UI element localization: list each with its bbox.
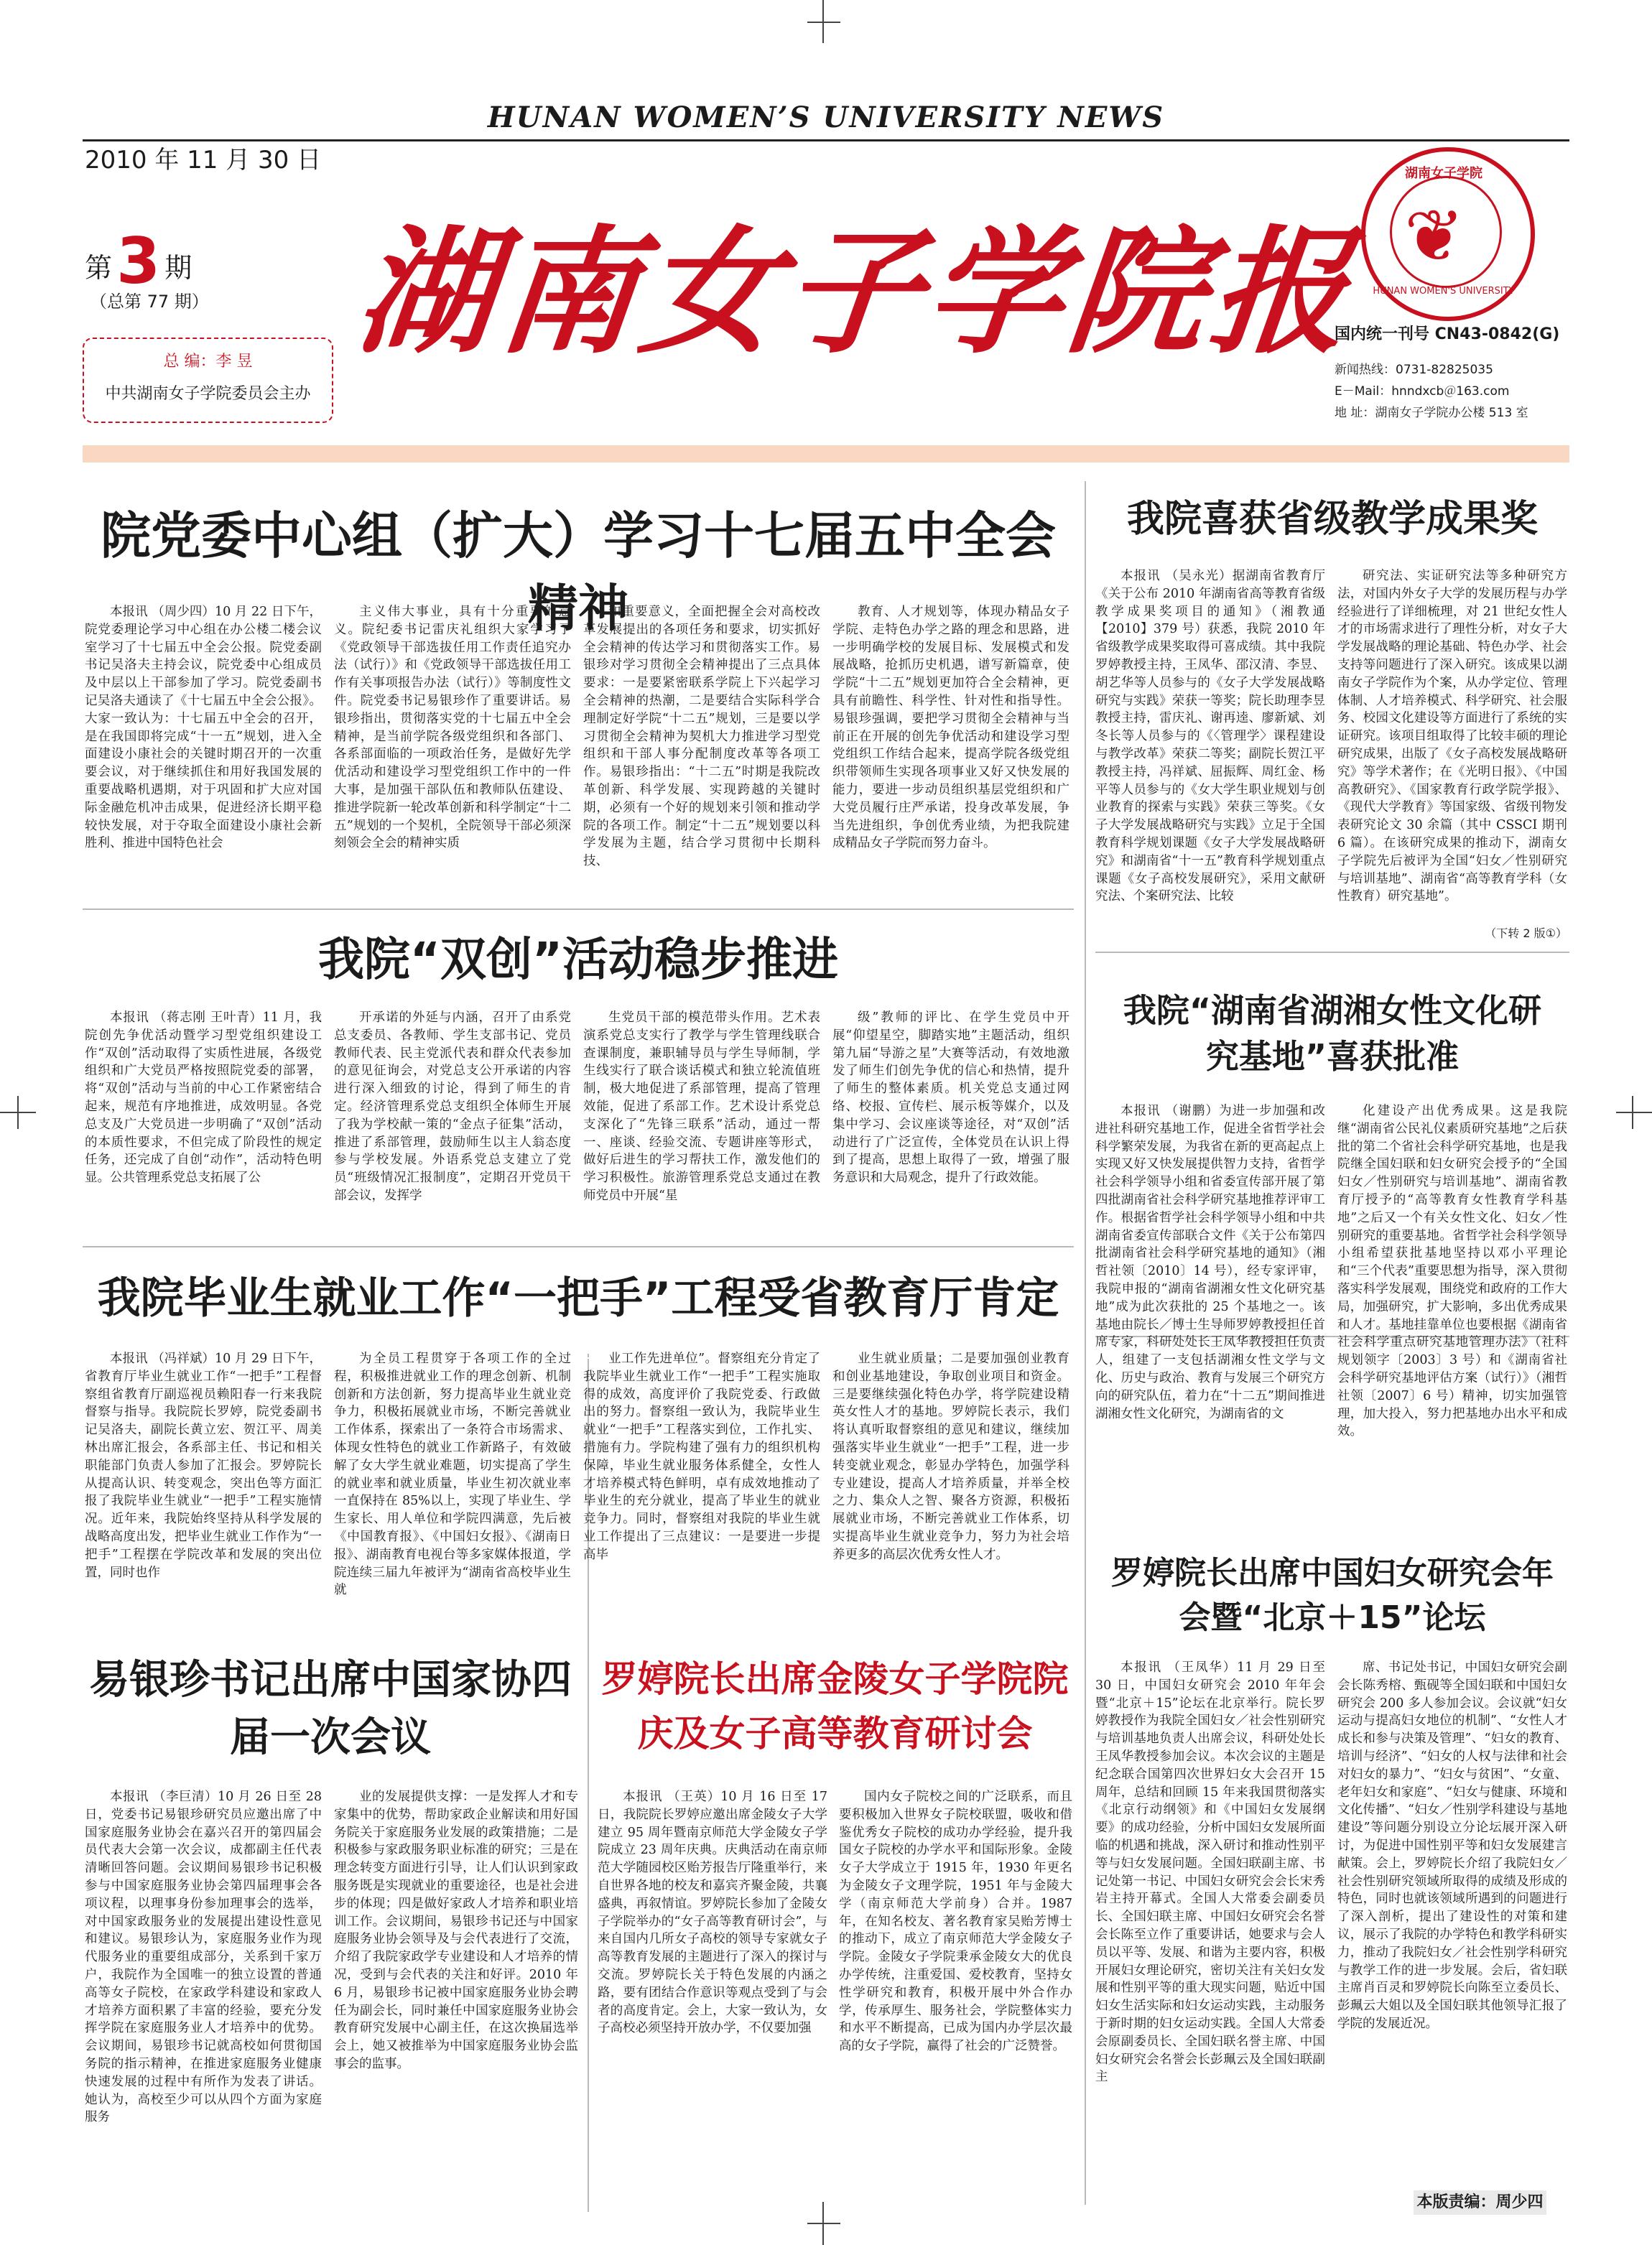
article-a1-col3 [583,603,820,891]
headline-a6: 罗婷院长出席中国妇女研究会年会暨“北京＋15”论坛 [1111,1555,1554,1636]
article-a3-col1 [85,1009,322,1235]
article-text: 研究法、实证研究法等多种研究方法，对国内外女子大学的发展历程与办学经验进行了详细梳理，对 21 世纪女性人才的市场需求进行了理性分析，对女子大学发展战略的理论基础、特色办学、社会支持等问题进行了深入研究。该成果以湖南女子学院作为个案，从办学定位、管理体制、人才培养模式、科学研究、社会服务、校园文化建设等方面进行了系统的实证研究。该项目组取得了比较丰硕的理论研究成果，出版了《女子高校发展战略研究》等学术著作；在《光明日报》、《中国高教研究》、《国家教育行政学院学报》、《现代大学教育》等国家级、省级刊物发表研究论文 30 余篇（其中 CSSCI 期刊 6 篇）。在该研究成果的推动下，湖南女子学院先后被评为全国“妇女／性别研究与培训基地”、湖南省“高等教育学科（女性教育）研究基地”。 [1337,569,1567,904]
article-a8-col1 [598,1788,827,2212]
article-text: 化建设产出优秀成果。这是我院继“湖南省公民礼仪素质研究基地”之后获批的第二个省社会科学研究基地，也是我院继全国妇联和妇女研究会授予的“全国妇女／性别研究与培训基地”、湖南省教育厅授予的“高等教育女性教育学科基地”之后又一个有关女性文化、妇女／性别研究的重要基地。省哲学社会科学领导小组希望获批基地坚持以邓小平理论和“三个代表”重要思想为指导，深入贯彻落实科学发展观，围绕党和政府的工作大局，加强研究，扩大影响，多出优秀成果和人才。基地挂靠单位也要根据《湖南省社会科学重点研究基地管理办法》（社科规划领字〔2003〕3 号）和《湖南省社会科学研究基地评估方案（试行）》（湘哲社领〔2007〕6 号）精神，切实加强管理，加大投入，努力把基地办出水平和成效。 [1337,1104,1567,1439]
article-text: 本报讯 （冯祥斌）10 月 29 日下午，省教育厅毕业生就业工作“一把手”工程督察组省教育厅副巡视员赖阳春一行来我院督察与指导。我院院长罗婷，院党委副书记吴洛夫，副院长黄立宏、贺江平、周美林出席汇报会，各系部主任、书记和相关职能部门负责人参加了汇报会。罗婷院长从提高认识、转变观念，突出色等方面汇报了我院毕业生就业“一把手”工程实施情况。近年来，我院始终坚持从科学发展的战略高度出发，把毕业生就业工作作为“一把手”工程摆在学院改革和发展的突出位置，同时也作 [85,1352,322,1580]
article-a2-col2 [1337,567,1567,923]
headline-a2: 我院喜获省级教学成果奖 [1126,498,1538,541]
headline-a7: 易银珍书记出席中国家协四届一次会议 [89,1657,572,1761]
article-a5-col4 [832,1350,1069,1623]
masthead-band [83,445,1569,463]
article-text: 国内女子院校之间的广泛联系，而且要积极加入世界女子院校联盟，吸收和借鉴优秀女子院校的成功办学经验，提升我国女子院校的办学水平和国际形象。金陵女子大学成立于 1915 年，1930 年更名为金陵女子文理学院，1951 年与金陵大学（南京师范大学前身）合并。1987 年，在知名校友、著名教育家吴贻芳博士的推动下，成立了南京师范大学金陵女子学院。金陵女子学院秉承金陵女大的优良办学传统，注重爱国、爱校教育，坚持女性学研究和教育，积极开展中外合作办学，传承厚生、服务社会，学院整体实力和水平不断提高，已成为国内办学层次最高的女子学院，赢得了社会的广泛赞誉。 [839,1790,1072,2054]
responsible-editor: 本版责编：周少四 [1414,2190,1546,2215]
article-text: 本报讯 （吴永光）据湖南省教育厅《关于公布 2010 年湖南省高等教育省级教学成果奖项目的通知》（湘教通【2010】379 号）获悉，我院 2010 年省级教学成果奖取得可喜成绩。其中我院罗婷教授主持，王凤华、邵汉清、李昱、胡艺华等人员参与的《女子大学发展战略研究与实践》荣获一等奖；院长助理李昱教授主持，雷庆礼、谢再逵、廖新斌、刘冬长等人员参与的《〈管理学〉课程建设与教学改革》荣获二等奖；副院长贺江平教授主持，冯祥斌、屈振辉、周红金、杨平等人员参与的《女大学生职业规划与创业教育的探索与实践》荣获三等奖。《女子大学发展战略研究与实践》立足于全国教育科学规划课题《女子大学发展战略研究》和湖南省“十一五”教育科学规划重点课题《女子高校发展研究》，采用文献研究法、个案研究法、比较 [1095,569,1325,904]
headline-a5: 我院毕业生就业工作“一把手”工程受省教育厅肯定 [97,1273,1059,1324]
article-text: 业的发展提供支撑：一是发挥人才和专家集中的优势，帮助家政企业解读和用好国务院关于家庭服务业发展的政策措施；二是积极参与家政服务职业标准的研究；三是在理念转变方面进行引导，让人们认识到家政服务既是实现就业的重要途径，也是社会进步的体现；四是做好家政人才培养和职业培训工作。会议期间，易银珍书记还与中国家庭服务业协会领导及与会代表进行了交流，介绍了我院家政学专业建设和人才培养的情况，受到与会代表的关注和好评。2010 年 6 月，易银珍书记被中国家庭服务业协会聘任为副会长，同时兼任中国家庭服务业协会教育研究发展中心副主任，在这次换届选举会上，她又被推举为中国家庭服务业协会监事会的监事。 [334,1790,578,2071]
article-text: 本报讯 （王凤华）11 月 29 日至 30 日，中国妇女研究会 2010 年年会暨“北京＋15”论坛在北京举行。院长罗婷教授作为我院全国妇女／社会性别研究与培训基地负责人出席会议，科研处处长王凤华教授参加会议。本次会议的主题是纪念联合国第四次世界妇女大会召开 15 周年，总结和回顾 15 年来我国贯彻落实《北京行动纲领》和《中国妇女发展纲要》的成功经验，分析中国妇女发展所面临的机遇和挑战，深入研讨和推动性别平等与妇女发展问题。全国妇联副主席、书记处第一书记、中国妇女研究会会长宋秀岩主持开幕式。全国人大常委会副委员长、全国妇联主席、中国妇女研究会名誉会长陈至立作了重要讲话，她要求与会人员以平等、发展、和谐为主要内容，积极开展妇女理论研究，密切关注有关妇女发展和性别平等的重大现实问题，贴近中国妇女生活实际和妇女运动实践，主动服务于新时期的妇女运动实践。全国人大常委会原副委员长、全国妇联名誉主席、中国妇女研究会名誉会长彭珮云及全国妇联副主 [1095,1660,1325,2085]
crop-mark [807,22,840,23]
article-a7-col1 [85,1788,322,2212]
article-a6-col2 [1337,1659,1567,2183]
article-a5-col2 [334,1350,571,1623]
newspaper-title: 湖南女子学院报 [349,212,1363,372]
article-a5-col3 [583,1350,820,1623]
article-a1-col1 [85,603,322,891]
article-a7-col2 [334,1788,578,2212]
heart-icon: ❦ [1404,194,1465,278]
editor-box [83,338,333,423]
crop-mark [1632,1096,1633,1129]
sponsor: 中共湖南女子学院委员会主办 [105,385,311,403]
address: 地 址：湖南女子学院办公楼 513 室 [1335,406,1528,420]
article-text: 本报讯 （蒋志刚 王叶青）11 月，我院创先争优活动暨学习型党组织建设工作“双创”活动取得了实质性进展，各级党组织和广大党员严格按照院党委的部署，将“双创”活动与当前的中心工作紧密结合起来，规范有序地推进，成效明显。各党总支及广大党员进一步明确了“双创”活动的本质性要求，不但完成了阶段性的规定任务，还完成了自创“动作”，活动特色明显。公共管理系党总支拓展了公 [85,1010,322,1186]
section-divider [1095,952,1569,953]
issue-num: 3 [116,224,161,298]
logo-text: 湖南女子学院 [1405,166,1482,181]
article-text: 业生就业质量；二是要加强创业教育和创业基地建设，争取创业项目和资金。三是要继续强化特色办学，将学院建设精英女性人才的基地。罗婷院长表示，我们将认真听取督察组的意见和建议，继续加强落实毕业生就业“一把手”工程，进一步转变就业观念，彰显办学特色，加强学科专业建设，提高人才培养质量，并举全校之力、集众人之智、聚各方资源，积极拓展就业市场，不断完善就业工作体系，切实提高毕业生就业竞争力，努力为社会培养更多的高层次优秀女性人才。 [832,1352,1069,1562]
article-a1-col2 [334,603,571,891]
article-a3-col4 [832,1009,1069,1235]
article-text: 本报讯 （李巨清）10 月 26 日至 28 日，党委书记易银珍研究员应邀出席了中国家庭服务业协会在嘉兴召开的第四届会员代表大会第一次会议，成都副主任代表清晰回答问题。会议期间易银珍书记积极参与中国家庭服务业协会第四届理事会各项议程，以理事身份参加理事会的选举，对中国家政服务业的发展提出建设性意见和建议。易银珍认为，家庭服务业作为现代服务业的重要组成部分，关系到千家万户，我院作为全国唯一的独立设置的普通高等女子院校，在家政学科建设和家政人才培养方面积累了丰富的经验，要充分发挥学院在家庭服务业人才培养中的优势。会议期间，易银珍书记就高校如何贯彻国务院的指示精神，在推进家庭服务业健康快速发展的过程中有所作为发表了讲话。她认为，高校至少可以从四个方面为家庭服务 [85,1790,322,2125]
article-text: 本报讯 （王英）10 月 16 日至 17 日，我院院长罗婷应邀出席金陵女子大学建立 95 周年暨南京师范大学金陵女子学院成立 23 周年庆典。庆典活动在南京师范大学随园校区贻芳报告厅隆重举行，来自世界各地的校友和嘉宾齐聚金陵，共襄盛典，再叙情谊。罗婷院长参加了金陵女子学院举办的“女子高等教育研讨会”，与来自国内几所女子高校的领导专家就女子高等教育发展的主题进行了深入的探讨与交流。罗婷院长关于特色发展的内涵之路，要有团结合作意识等观点受到了与会者的高度肯定。会上，大家一致认为，女子高校必须坚持开放办学，不仅要加强 [598,1790,827,2036]
article-text: 业工作先进单位”。督察组充分肯定了我院毕业生就业工作“一把手”工程实施取得的成效，高度评价了我院党委、行政做出的努力。督察组一致认为，我院毕业生就业“一把手”工程落实到位，工作扎实、措施有力。学院构建了强有力的组织机构保障，毕业生就业服务体系健全，女性人才培养模式特色鲜明，卓有成效地推动了毕业生的充分就业，提高了毕业生的就业竞争力。同时，督察组对我院的毕业生就业工作提出了三点建议：一是要进一步提高毕 [583,1352,820,1562]
article-a4-col2 [1337,1102,1567,1439]
crop-mark [1616,1112,1652,1113]
article-a4-col1 [1095,1102,1325,1421]
issn: 国内统一刊号 CN43-0842(G) [1335,325,1560,343]
article-text: 生党员干部的模范带头作用。艺术表演系党总支实行了教学与学生管理线联合查课制度，兼职辅导员与学生导师制，学生线实行了联合谈话模式和独立轮流值班制，极大地促进了系部管理，提高了管理效能，促进了系部工作。艺术设计系党总支深化了“先锋三联系”活动，通过一帮一、座谈、经验交流、专题讲座等形式，做好后进生的学习帮扶工作，激发他们的学习积极性。旅游管理系党总支通过在教师党员中开展“星 [583,1010,820,1203]
article-a2-col1 [1095,567,1325,941]
article-a3-col3 [583,1009,820,1235]
article-text: 开承诺的外延与内涵，召开了由系党总支委员、各教师、学生支部书记、党员教师代表、民主党派代表和群众代表参加的意见征询会，对党总支公开承诺的内容进行深入细致的讨论，得到了师生的肯定。经济管理系党总支组织全体师生开展了我为学校献一策的“金点子征集”活动，推进了系部管理，鼓励师生以主人翁态度参与学校发展。外语系党总支建立了党员“班级情况汇报制度”，定期召开党员干部会议，发挥学 [334,1010,571,1203]
article-a8-col2 [839,1788,1072,2212]
column-divider [1085,481,1086,2205]
article-text: 本报讯 （谢鹏）为进一步加强和改进社科研究基地工作，促进全省哲学社会科学繁荣发展，为我省在新的更高起点上实现又好又快发展提供智力支持，省哲学社会科学领导小组和省委宣传部开展了第四批湖南省社会科学研究基地推荐评审工作。根据省哲学社会科学领导小组和中共湖南省委宣传部联合文件《关于公布第四批湖南省社会科学研究基地的通知》（湘哲社领〔2010〕14 号），经专家评审，我院申报的“湖南省湖湘女性文化研究基地”成为此次获批的 25 个基地之一。该基地由院长／博士生导师罗婷教授担任首席专家，科研处处长王凤华教授担任负责人，组建了一支包括湖湘女性文学与文化、历史与政治、教育与发展三个研究方向的研究队伍，着力在“十二五”期间推进湖湘女性文化研究，为湖南省的文 [1095,1104,1325,1421]
crop-mark [17,1096,19,1129]
headline-a4: 我院“湖南省湖湘女性文化研究基地”喜获批准 [1123,991,1542,1076]
article-text: 主义伟大事业，具有十分重要的意义。院纪委书记雷庆礼组织大家学习了《党政领导干部选拔任用工作责任追究办法（试行）》和《党政领导干部选拔任用工作有关事项报告办法（试行）》等制度性文件。院党委书记易银珍作了重要讲话。易银珍指出，贯彻落实党的十七届五中全会精神，是当前学院各级党组织和各部门、各系部面临的一项政治任务，是做好先学优活动和建设学习型党组织工作中的一件大事，是加强干部队伍和教师队伍建设、推进学院新一轮改革创新和科学制定“十二五”规划的一个契机，全院领导干部必须深刻领会全会的精神实质 [334,605,571,851]
headline-a3: 我院“双创”活动稳步推进 [317,934,839,987]
article-text: 席、书记处书记，中国妇女研究会副会长陈秀榕、甄砚等全国妇联和中国妇女研究会 200 多人参加会议。会议就“妇女运动与提高妇女地位的机制”、“女性人才成长和参与决策及管理”、“妇女的教育、培训与经济”、“妇女的人权与法律和社会对妇女的暴力”、“妇女与贫困”、“女童、老年妇女和家庭”、“妇女与健康、环境和文化传播”、“妇女／性别学科建设与基地建设”等问题分别设立分论坛展开深入研讨，为促进中国性别平等和妇女发展建言献策。会上，罗婷院长介绍了我院妇女／社会性别研究领域所取得的成绩及形成的特色，同时也就该领域所遇到的问题进行了深入剖析，提出了建设性的对策和建议，展示了我院的办学特色和教学科研实力，推动了我院妇女／社会性别学科研究与教学工作的进一步发展。会后，省妇联主席肖百灵和罗婷院长向陈至立委员长、彭珮云大姐以及全国妇联其他领导汇报了学院的发展近况。 [1337,1660,1567,2031]
article-text: 本报讯 （周少四）10 月 22 日下午，院党委理论学习中心组在办公楼二楼会议室学习了十七届五中全会公报。院党委副书记吴洛夫主持会议，院党委中心组成员及中层以上干部参加了学习。院党委副书记吴洛夫通读了《十七届五中全会公报》。大家一致认为：十七届五中全会的召开，是在我国即将完成“十一五”规划，进入全面建设小康社会的关键时期召开的一次重要会议，对于继续抓住和用好我国发展的重要战略机遇期，对于巩固和扩大应对国际金融危机冲击成果，促进经济长期平稳较快发展，对于夺取全面建设小康社会新胜利、推进中国特色社会 [85,605,322,851]
headline-a1: 院党委中心组（扩大）学习十七届五中全会精神 [101,506,1056,638]
issue-date: 2010 年 11 月 30 日 [85,146,322,175]
section-divider [83,908,1074,910]
issue-suffix: 期 [164,252,192,284]
continued-note: （下转 2 版①） [1485,926,1567,940]
logo-english: HUNAN WOMEN'S UNIVERSITY [1373,286,1515,297]
issue-total: （总第 77 期） [90,292,209,312]
hotline: 新闻热线：0731-82825035 [1335,363,1493,377]
article-text: 和重要意义，全面把握全会对高校改革发展提出的各项任务和要求，切实抓好全会精神的传达学习和贯彻落实工作。易银珍对学习贯彻全会精神提出了三点具体要求：一是要紧密联系学院上下兴起学习全会精神的热潮，二是要结合实际科学合理制定好学院“十二五”规划，三是要以学习贯彻全会精神为契机大力推进学习型党组织和干部人事分配制度改革等各项工作。易银珍指出：“十二五”时期是我院改革创新、科学发展、实现跨越的关键时期，必须有一个好的规划来引领和推动学院的各项工作。制定“十二五”规划要以科学发展为主题，结合学习贯彻中长期科技、 [583,605,820,869]
crop-mark [807,2223,840,2224]
article-a1-col4 [832,603,1069,891]
editor-name: 总 编：李 昱 [163,353,253,371]
article-a5-col1 [85,1350,322,1623]
email: E－Mail：hnndxcb＠163.com [1335,384,1510,399]
issue-prefix: 第 [85,252,113,284]
english-name: HUNAN WOMEN’S UNIVERSITY NEWS [487,101,1165,134]
article-a3-col2 [334,1009,571,1235]
section-divider [83,1246,1074,1247]
article-text: 教育、人才规划等，体现办精品女子学院、走特色办学之路的理念和思路，进一步明确学校的发展目标、发展模式和发展战略，抢抓历史机遇，谱写新篇章，使学院“十二五”规划更加符合全会精神，更具有前瞻性、科学性、针对性和指导性。易银珍强调，要把学习贯彻全会精神与当前正在开展的创先争优活动和建设学习型党组织工作结合起来，提高学院各级党组织带领师生实现各项事业又好又快发展的能力，要进一步动员组织基层党组织和广大党员履行庄严承诺，投身改革发展，争当先进组织，争创优秀业绩，为把我院建成精品女子学院而努力奋斗。 [832,605,1069,851]
article-a6-col1 [1095,1659,1325,2212]
headline-a8: 罗婷院长出席金陵女子学院院庆及女子高等教育研讨会 [601,1658,1069,1754]
article-text: 级”教师的评比、在学生党员中开展“仰望星空，脚踏实地”主题活动，组织第九届“导游之星”大赛等活动，有效地激发了师生们创先争优的信心和热情，提升了师生的整体素质。机关党总支通过网络、校报、宣传栏、展示板等媒介，以及集中学习、会议座谈等途径，对“双创”活动进行了广泛宣传，全体党员在认识上得到了提高，思想上取得了一致，增强了服务意识和大局观念，提升了行政效能。 [832,1010,1069,1186]
article-text: 为全员工程贯穿于各项工作的全过程，积极推进就业工作的理念创新、机制创新和方法创新，努力提高毕业生就业竞争力，积极拓展就业市场，不断完善就业工作体系，探索出了一条符合市场需求、体现女性特色的就业工作新路子，有效破解了女大学生就业难题，切实提高了学生的就业率和就业质量，毕业生初次就业率一直保持在 85%以上，实现了毕业生、学生家长、用人单位和学院四满意，先后被《中国教育报》、《中国妇女报》、《湖南日报》、湖南教育电视台等多家媒体报道，学院连续三届九年被评为“湖南省高校毕业生就 [334,1352,571,1598]
